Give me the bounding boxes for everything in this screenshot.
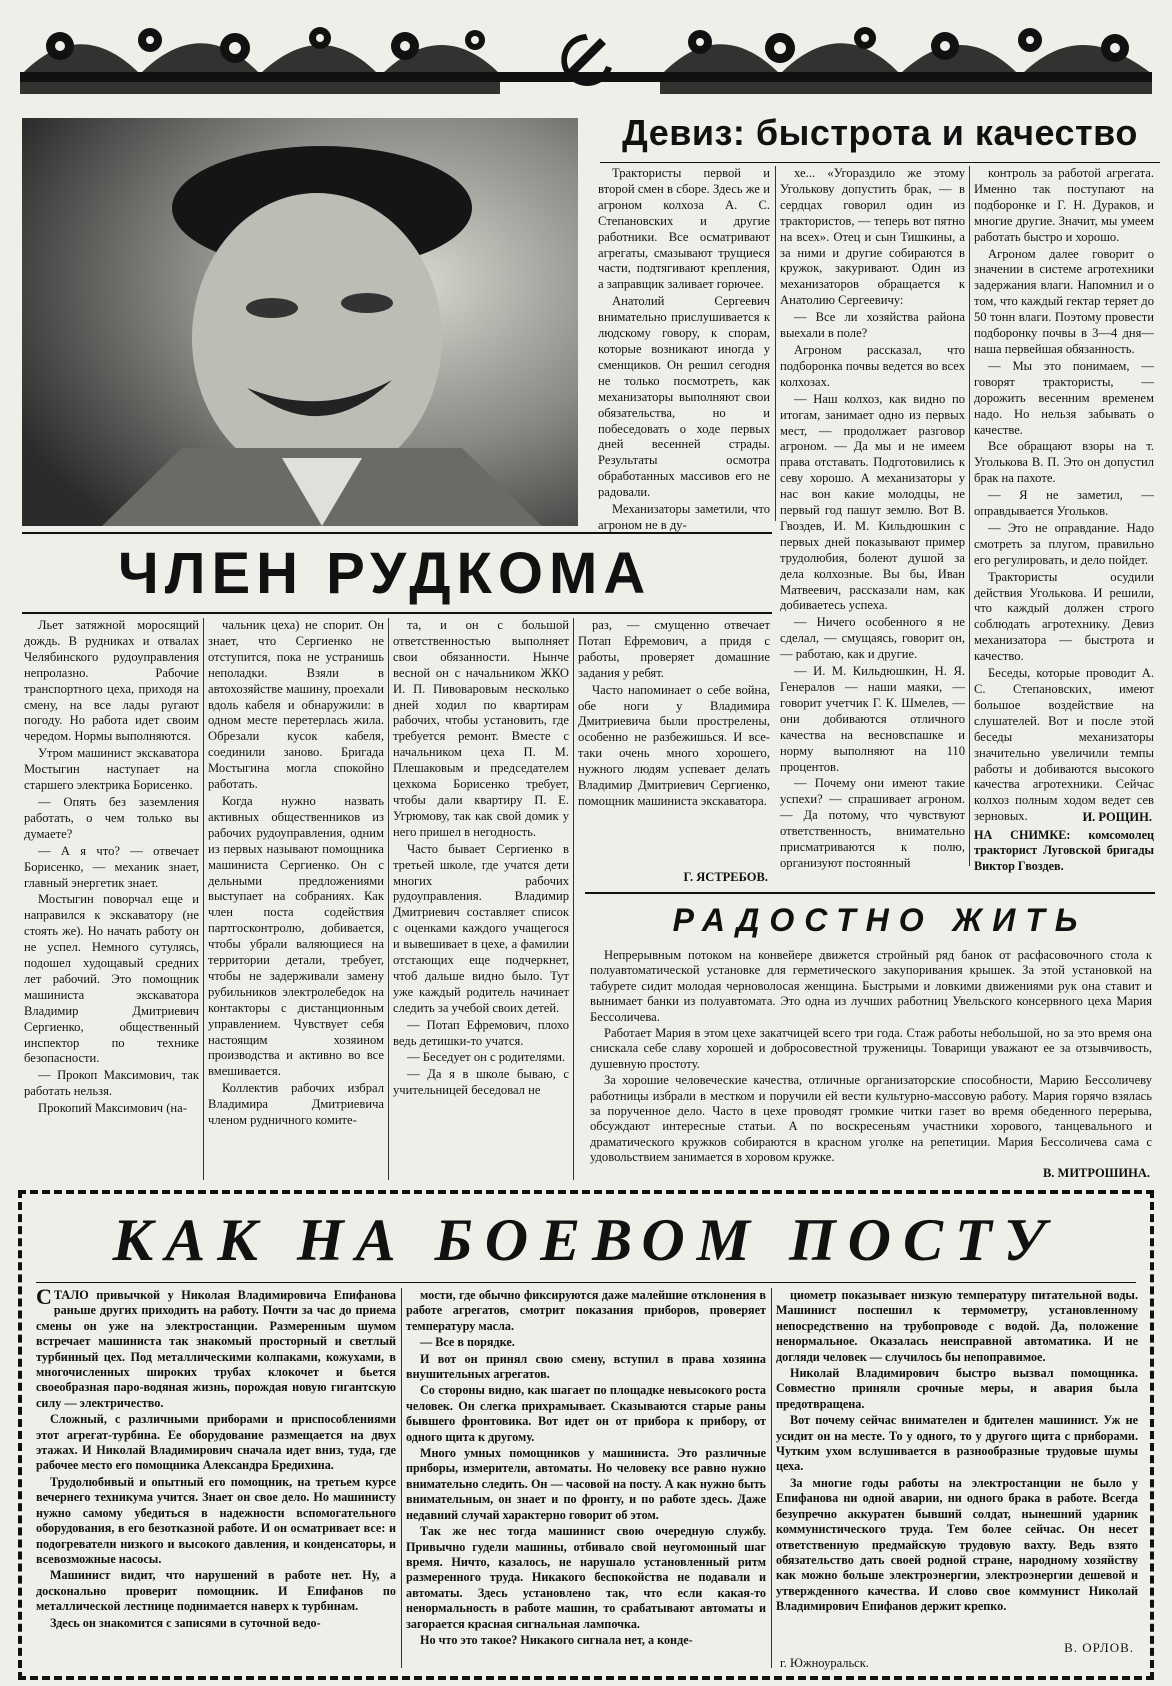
- deviz-signature: И. РОЩИН.: [1082, 810, 1152, 824]
- paragraph: Часто бывает Сергиенко в третьей школе, где учатся дети многих рабочих рудоуправления. Владимир Дмитриевич составляет список с оценками каждого учащегося и вывешивает в цехе, а фамилии отстающих еще подчеркнет, чтоб дальше видно было. Тут уже каждый родитель начинает следить за учебой своих детей.: [393, 841, 569, 1015]
- paragraph: Много умных помощников у машиниста. Это различные приборы, измерители, автоматы. Но человеку все равно нужно внимательно следить. Он — часовой на посту. А как нужно быть внимательным, он знает и по фронту, и по работе здесь. Даже недавний случай характерно говорит об этом.: [406, 1446, 766, 1522]
- paragraph: — Опять без заземления работать, о чем только вы думаете?: [24, 794, 199, 841]
- paragraph: Агроном рассказал, что подборонка почвы ведется во всех колхозах.: [780, 342, 965, 389]
- paragraph: — Все ли хозяйства района выехали в поле?: [780, 310, 965, 341]
- paragraph: — Я не заметил, — оправдывается Угольков.: [974, 488, 1154, 519]
- drop-initial: С: [36, 1284, 52, 1309]
- boev-place: г. Южноуральск.: [780, 1656, 869, 1670]
- deviz-column-1: [598, 166, 770, 532]
- boev-column-3: [776, 1288, 1138, 1636]
- paragraph: Машинист видит, что нарушений в работе нет. Ну, а досконально проверит помощник. И Епифанов по металлической лестнице поднимается наверх к турбинам.: [36, 1568, 396, 1614]
- paragraph: хе... «Угораздило же этому Уголькову допустить брак, — в сердцах говорил один из трактористов, — теперь вот пятно на всех». Отец и сын Тишкины, а за ними и другие собираются в кружок, закуривают. Один из механизаторов обращается к Анатолию Сергеевичу:: [780, 166, 965, 308]
- radost-body: [590, 948, 1152, 1165]
- paragraph: Но что это такое? Никакого сигнала нет, а конде-: [420, 1632, 693, 1647]
- paragraph: — Это не оправдание. Надо смотреть за плугом, правильно его регулировать, и дело пойдет.: [974, 520, 1154, 567]
- paragraph: — Беседует он с родителями.: [407, 1050, 566, 1065]
- paragraph: — Ничего особенного я не сделал, — смущаясь, говорит он, — работаю, как и другие.: [780, 615, 965, 662]
- rudkom-column-3: [393, 618, 569, 1180]
- paragraph: — Все в порядке.: [420, 1335, 515, 1350]
- paragraph: Здесь он знакомится с записями в суточной ведо-: [50, 1615, 321, 1630]
- deviz-headline: Девиз: быстрота и качество: [622, 112, 1138, 153]
- paragraph: Николай Владимирович быстро вызвал помощника. Совместно приняли срочные меры, и авария была предотвращена.: [776, 1366, 1138, 1411]
- rudkom-headline: ЧЛЕН РУДКОМА: [118, 541, 652, 606]
- paragraph: ТАЛО привычкой у Николая Владимировича Епифанова раньше других приходить на работу. Почти за час до приема смены он уже на электростанции. Размеренным шумом встречает машиниста так знакомый просторный и светлый турбинный цех. Под металлическими колпаками, кожухами, в многочисленных широких трубах клокочет и бьется своеобразная паро-водяная жизнь, порождая новую гигантскую силу — электричество.: [36, 1288, 396, 1410]
- paragraph: Прокопий Максимович (на-: [38, 1101, 187, 1116]
- paragraph: — Да я в школе бываю, с учительницей беседовал не: [393, 1067, 569, 1098]
- paragraph: Непрерывным потоком на конвейере движется стройный ряд банок от расфасовочного стола к полуавтоматической установке для герметического закупоривания крышек. За этой установкой на табурете сидит молодая черноволосая женщина. Быстрыми и ловкими движениями рук она ставит и вынимает банки из полуавтомата. Это одна из лучших работниц Увельского консервного цеха Мария Бессоличева.: [590, 948, 1152, 1024]
- paragraph: Трактористы первой и второй смен в сборе. Здесь же и агроном колхоза А. С. Степановских и другие работники. Все осматривают агрегаты, смазывают трущиеся части, подтягивают крепления, а заправщик заливает горючее.: [598, 166, 770, 292]
- boev-column-2: [406, 1288, 766, 1668]
- paragraph: Анатолий Сергеевич внимательно прислушивается к людскому говору, к спорам, которые возникают иногда у сменщиков. Он решил сегодня не только посмотреть, как механизаторы выполняют свои обязательства, но и побеседовать о ходе первых дней весенней страды. Результаты осмотра обработанных массивов его не радовали.: [598, 294, 770, 500]
- paragraph: Мостыгин поворчал еще и направился к экскаватору (не стоять же). Но начать работу он не успел. Немного сутулясь, подошел худощавый средних лет рабочий. Это помощник машиниста экскаватора Владимир Дмитриевич Сергиенко, общественный инспектор по технике безопасности.: [24, 892, 199, 1066]
- paragraph: Часто напоминает о себе война, обе ноги у Владимира Дмитриевича были прострелены, особенно не разбежишься. И все-таки очень много хорошего, нужного людям успевает делать Владимир Дмитриевич Сергиенко, помощник машиниста экскаватора.: [578, 682, 770, 808]
- rudkom-column-4: [578, 618, 770, 868]
- paragraph: чальник цеха) не спорит. Он знает, что Сергиенко не отступится, пока не устранишь неполадки. Взяли в автохозяйстве машину, проехали вдоль кабеля и обнаружили: в одном месте перетерлась жила. Обрезали кусок кабеля, соединили заново. Бригада Мостыгина могла спокойно работать.: [208, 618, 384, 792]
- caption-label: НА СНИМКЕ:: [974, 828, 1071, 842]
- paragraph: Со стороны видно, как шагает по площадке невысокого роста человек. Он слегка прихрамывает. Сказываются старые раны бывшего фронтовика. Вот идет он от прибора к прибору, от одного щита к другому.: [406, 1383, 766, 1444]
- paragraph: мости, где обычно фиксируются даже малейшие отклонения в работе агрегатов, смотрит показания приборов, проверяет температуру масла.: [406, 1288, 766, 1333]
- paragraph: — Потап Ефремович, плохо ведь детишки-то учатся.: [393, 1017, 569, 1048]
- paragraph: та, и он с большой ответственностью выполняет свои обязанности. Нынче весной он с начальником ЖКО И. П. Пивоваровым несколько дней ходил по квартирам рабочих, чтобы установить, где требуется ремонт. Вместе с начальником цеха П. М. Плешаковым и председателем цехкома Борисенко требует, чтобы дали квартиру П. Е. Угрюмову, так как свой домик у него пришел в негодность.: [393, 618, 569, 839]
- rudkom-column-2: [208, 618, 384, 1180]
- paragraph: За хорошие человеческие качества, отличные организаторские способности, Марию Бессоличеву работницы избрали в местком и поручили ей вести культурно-массовую работу. Мария горячо взялась за порученное дело. Часто в цехе проводят громкие читки газет во время обеденного перерыва, обсуждают интересные статьи. А по воскресеньям участники хорового, танцевального и драматического кружков собираются в красном уголке на репетиции. Мария Бессоличева сама с удовольствием занимается в хоровом кружке.: [590, 1073, 1152, 1165]
- paragraph: Утром машинист экскаватора Мостыгин наступает на старшего электрика Борисенко.: [24, 746, 199, 793]
- paragraph: За многие годы работы на электростанции не было у Епифанова ни одной аварии, ни одного брака в работе. Всегда безупречно аккуратен бывший солдат, нынешний ударник коммунистического труда. Тем более сейчас. Он несет ответственную предмайскую трудовую вахту. Ведь взято обязательство дать своей родной стране, народному хозяйству как можно больше электроэнергии, электроэнергии дешевой и утвержденного качества. И слово свое коммунист Николай Владимирович Епифанов держит крепко.: [776, 1475, 1138, 1614]
- paragraph: — Прокоп Максимович, так работать нельзя.: [24, 1068, 199, 1099]
- boev-column-1: [36, 1284, 396, 1668]
- boev-signature: В. ОРЛОВ.: [1064, 1640, 1134, 1655]
- deviz-column-2: [780, 166, 965, 870]
- paragraph: Коллектив рабочих избрал Владимира Дмитриевича членом рудничного комите-: [208, 1081, 384, 1128]
- paragraph: — И. М. Кильдюшкин, Н. Я. Генералов — наши маяки, — говорит учетчик Г. К. Шмелев, — они добиваются отличного качества на весновспашке и норму выполняют на 110 процентов.: [780, 664, 965, 774]
- radost-signature: В. МИТРОШИНА.: [1042, 1166, 1150, 1180]
- paragraph: — Мы это понимаем, — говорят трактористы, — дорожить весенним временем надо. Но нельзя забывать о качестве.: [974, 358, 1154, 437]
- paragraph: раз, — смущенно отвечает Потап Ефремович, а придя с работы, проверяет домашние задания у ребят.: [578, 618, 770, 680]
- paragraph: Льет затяжной моросящий дождь. В рудниках и отвалах Челябинского рудоуправления непролазно. Рабочие транспортного цеха, приходя на смену, на все лады ругают погоду. Но работа идет своим чередом. Нормы выполняются.: [24, 618, 199, 744]
- radost-headline: РАДОСТНО ЖИТЬ: [672, 902, 1088, 938]
- paragraph: — Наш колхоз, как видно по итогам, занимает одно из первых мест, — продолжает разговор агроном. — Да мы и не имеем права отставать. Подготовились к севу хорошо. А механизаторы у нас вон какие молодцы, не первый год пашут землю. Вот В. Гвоздев, И. М. Кильдюшкин с первых дней показывают пример трудолюбия, болеют душой за дела колхозные. Вы бы, Иван Матвеевич, рассказали нам, как добиваетесь успеха.: [780, 391, 965, 613]
- photo-caption: [974, 828, 1154, 874]
- tractorist-photo: [22, 118, 578, 526]
- boev-headline: КАК НА БОЕВОМ ПОСТУ: [112, 1207, 1058, 1273]
- floral-banner: [20, 14, 1152, 106]
- paragraph: Трактористы осудили действия Уголькова. И решили, что каждый должен строго соблюдать агротехнику. Девиз механизатора — быстрота и качество.: [974, 569, 1154, 664]
- paragraph: И вот он принял свою смену, вступил в права хозяина внушительных агрегатов.: [406, 1351, 766, 1382]
- paragraph: Агроном далее говорит о значении в системе агротехники задержания влаги. Напомнил и о том, что каждый гектар теряет до 50 тонн влаги. Поэтому провести подборонку почвы в 3—4 дня—наша первейшая обязанность.: [974, 246, 1154, 356]
- paragraph: Беседы, которые проводит А. С. Степановских, имеют большое воздействие на слушателей. Вот и после этой беседы механизаторы значительно увеличили темпы работы и добиваются высокого качества агротехники. Сейчас колхоз полным ходом ведет сев зерновых.: [974, 666, 1154, 824]
- paragraph: — А я что? — отвечает Борисенко, — механик знает, главный энергетик знает.: [24, 843, 199, 890]
- paragraph: Механизаторы заметили, что агроном не в ду-: [598, 502, 770, 532]
- paragraph: Все обращают взоры на т. Уголькова В. П. Это он допустил брак на пахоте.: [974, 439, 1154, 486]
- paragraph: Трудолюбивый и опытный его помощник, на третьем курсе вечернего техникума учится. Знает он свое дело. Но машинисту нужно самому убедиться в надежности вспомогательного оборудования, в его безотказной работе. И он осматривает все: и подогреватели низкого и высокого давления, и конденсаторы, и всевозможные насосы.: [36, 1474, 396, 1566]
- paragraph: циометр показывает низкую температуру питательной воды. Машинист поспешил к термометру, установленному непосредственно на трубопроводе с водой. Да, положение ненормальное. Оказалась неисправной автоматика. И не догляди человек — случилось бы непоправимое.: [776, 1288, 1138, 1364]
- rudkom-signature: Г. ЯСТРЕБОВ.: [683, 870, 768, 884]
- paragraph: — Почему они имеют такие успехи? — спрашивает агроном. — Да потому, что чувствуют ответственность, внимательно присматриваются к полю, организуют постоянный: [780, 776, 965, 870]
- paragraph: Вот почему сейчас внимателен и бдителен машинист. Уж не усидит он на месте. То у одного, то у другого щита с приборами. Чутким ухом вслушивается в разнообразные трудовые шумы цеха.: [776, 1413, 1138, 1474]
- paragraph: Так же нес тогда машинист свою очередную службу. Привычно гудели машины, отбивало свой неугомонный шаг время. Ничто, казалось, не нарушало установленный ритм размеренного труда. Никакого беспокойства не подавали и автоматы. Здесь установлено так, что если какая-то ненормальность в работе машин, то срабатывают автоматы и загорается красная сигнальная лампочка.: [406, 1524, 766, 1631]
- paragraph: Работает Мария в этом цехе закатчицей всего три года. Стаж работы небольшой, но за это время она снискала себе славу хорошей и добросовестной труженицы. Товарищи уважают ее за отзывчивость, душевную простоту.: [590, 1026, 1152, 1071]
- rudkom-column-1: [24, 618, 199, 1180]
- caption-text: комсомолец тракторист Луговской бригады Виктор Гвоздев.: [974, 828, 1154, 873]
- paragraph: Когда нужно назвать активных общественников из рабочих рудоуправления, одним из первых называют помощника машиниста Сергиенко. Он с дельными предложениями выступает на собраниях. Как член поста содействия партгосконтролю, добивается, чтобы убрали валяющиеся на территории детали, требует, чтобы не задерживали замену рубильников электролебедок на контакторы с дистанционным управлением. Чувствует себя настоящим хозяином производства и активно во все вмешивается.: [208, 793, 384, 1079]
- paragraph: контроль за работой агрегата. Именно так поступают на подборонке и Г. Н. Дураков, и многие другие. Значит, мы умеем работать быстро и хорошо.: [974, 166, 1154, 244]
- paragraph: Сложный, с различными приборами и приспособлениями этот агрегат-турбина. Ее оборудование размещается на двух этажах. И Николай Владимирович сначала идет вниз, туда, где рабочее место его помощника Александра Бредихина.: [36, 1412, 396, 1473]
